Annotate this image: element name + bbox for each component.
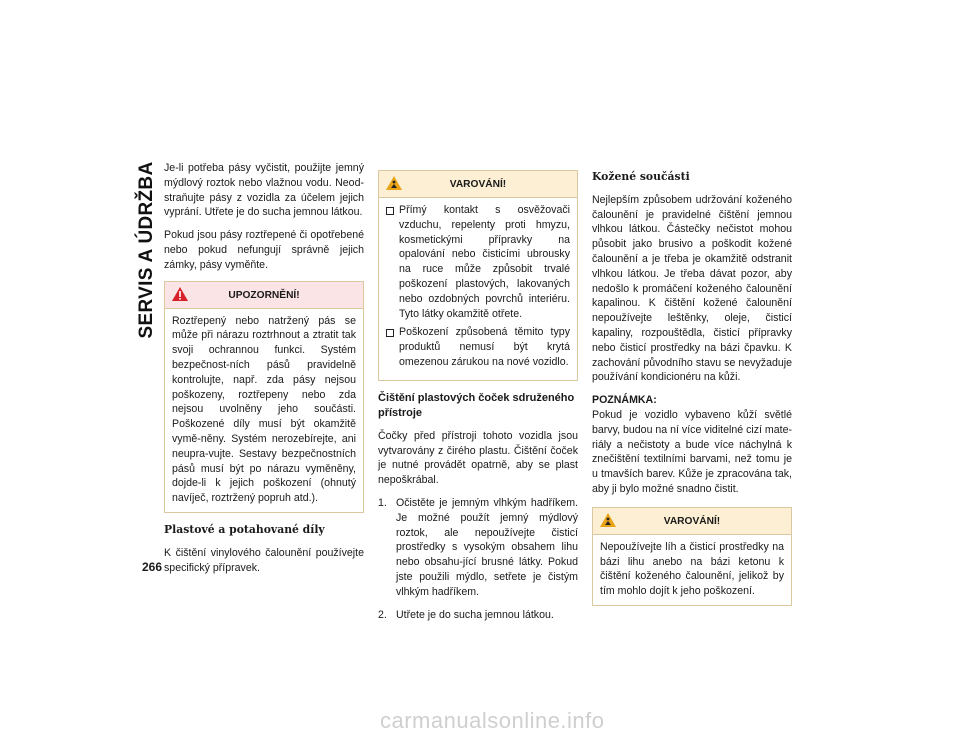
column-left <box>164 161 364 583</box>
paragraph: Nejlepším způsobem udržování koženého čalounění je pravidelné čištění jemnou vlhkou látkou. Částečky nečistot mohou působit jako brusivo a poškodit kožené čalounění a je třeba je okamžitě odstranit vlhkou látkou. Je třeba dávat pozor, aby nedošlo k promáčení koženého čalounění kapalinou. K čištění kožené čalounění nepoužívejte leštěnky, oleje, čisticí kapaliny, rozpouštědla, čisticí přípravky nebo čisticí prostředky na bázi čpavku. K zachování původního stavu se nevyžaduje používání kondicionéru na kůži. <box>592 193 792 384</box>
list-item: Poškození způsobená těmito typy produktů nemusí být krytá omezenou zárukou na nové vozidlo. <box>386 325 570 369</box>
caution-header <box>165 282 363 309</box>
note-paragraph <box>592 393 792 497</box>
list-item: 1. Očistěte je jemným vlhkým hadříkem. Je možné použít jemný mýdlový roztok, ale nepoužívejte čisticí prostředky s vysokým obsahem lihu nebo obsahu-jící brusné látky. Pokud jste použili mýdlo, setřete je čistým vlhkým hadříkem. <box>378 496 578 598</box>
warning-text: Nepoužívejte líh a čisticí prostředky na bázi lihu anebo na bázi ketonu k čištění koženého čalounění, jelikož by tím mohlo dojít k jeho poškození. <box>600 540 784 598</box>
section-title-text: SERVIS A ÚDRŽBA <box>136 161 157 339</box>
note-text: Pokud je vozidlo vybaveno kůží světlé barvy, budou na ní více viditelné cizí mate-riály a nečistoty a bude více náchylná k znečištění textilními barvami, než tomu je u tmavších barev. Kůže je zpracována tak, aby ji bylo možné snadno čistit. <box>592 408 793 495</box>
note-label: POZNÁMKA: <box>592 394 657 407</box>
section-title-vertical <box>130 161 164 339</box>
warning-title: VAROVÁNÍ! <box>449 179 507 190</box>
column-right <box>592 166 792 616</box>
section-heading: Kožené součásti <box>592 170 690 183</box>
checkbox-bullet-icon <box>386 329 394 337</box>
paragraph: Je-li potřeba pásy vyčistit, použijte jemný mýdlový roztok nebo vlažnou vodu. Neod-straňujte pásy z vozidla za účelem jejich vyprání. Utřete je do sucha jemnou látkou. <box>164 162 364 219</box>
steps-list <box>378 496 578 622</box>
caution-text: Roztřepený nebo natržený pás se může při nárazu roztrhnout a ztratit tak svoji ochrannou funkci. Systém bezpečnost-ních pásů pravidelně kontrolujte, např. zda pásy nejsou poškozeny, roztřepeny nebo zda nejsou uvolněny jeho součásti. Poškozené díly musí být okamžitě vymě-něny. Systém nerozebírejte, ani neupra-vujte. Sestavy bezpečnostních pásů musí být po nárazu vyměněny, dojde-li k jejich poškození (ohnutý navíječ, roztržený popruh atd.). <box>172 314 356 505</box>
watermark: carmanualsonline.info <box>380 708 605 733</box>
checkbox-bullet-icon <box>386 207 394 215</box>
paragraph: Čočky před přístroji tohoto vozidla jsou vytvarovány z čirého plastu. Čištění čoček je nutné provádět opatrně, aby se plast nepoškrábal. <box>378 429 578 487</box>
list-item: Přímý kontakt s osvěžovači vzduchu, repelenty proti hmyzu, kosmetickými přípravky na opalování nebo čisticími ubrousky na ruce může způsobit trvalé poškození plastových, lakovaných nebo ozdobných povrchů interiéru. Tyto látky okamžitě otřete. <box>386 203 570 321</box>
caution-box <box>164 281 364 513</box>
caution-title: UPOZORNĚNÍ! <box>228 289 300 301</box>
page-number: 266 <box>142 560 163 574</box>
section-heading: Plastové a potahované díly <box>164 522 325 536</box>
paragraph: Pokud jsou pásy roztřepené či opotřebené nebo pokud nefungují správně jejich zámky, pásy vyměňte. <box>164 229 364 271</box>
section-heading: Čištění plastových čoček sdruženého přístroje <box>378 391 575 419</box>
warning-header <box>379 171 577 198</box>
paragraph: K čištění vinylového čalounění používejte specifický přípravek. <box>164 546 364 574</box>
column-middle <box>378 170 578 630</box>
warning-title: VAROVÁNÍ! <box>663 515 721 527</box>
warning-header <box>593 508 791 535</box>
warning-box <box>592 507 792 606</box>
list-item: 2. Utřete je do sucha jemnou látkou. <box>378 608 554 621</box>
warning-box <box>378 170 578 381</box>
